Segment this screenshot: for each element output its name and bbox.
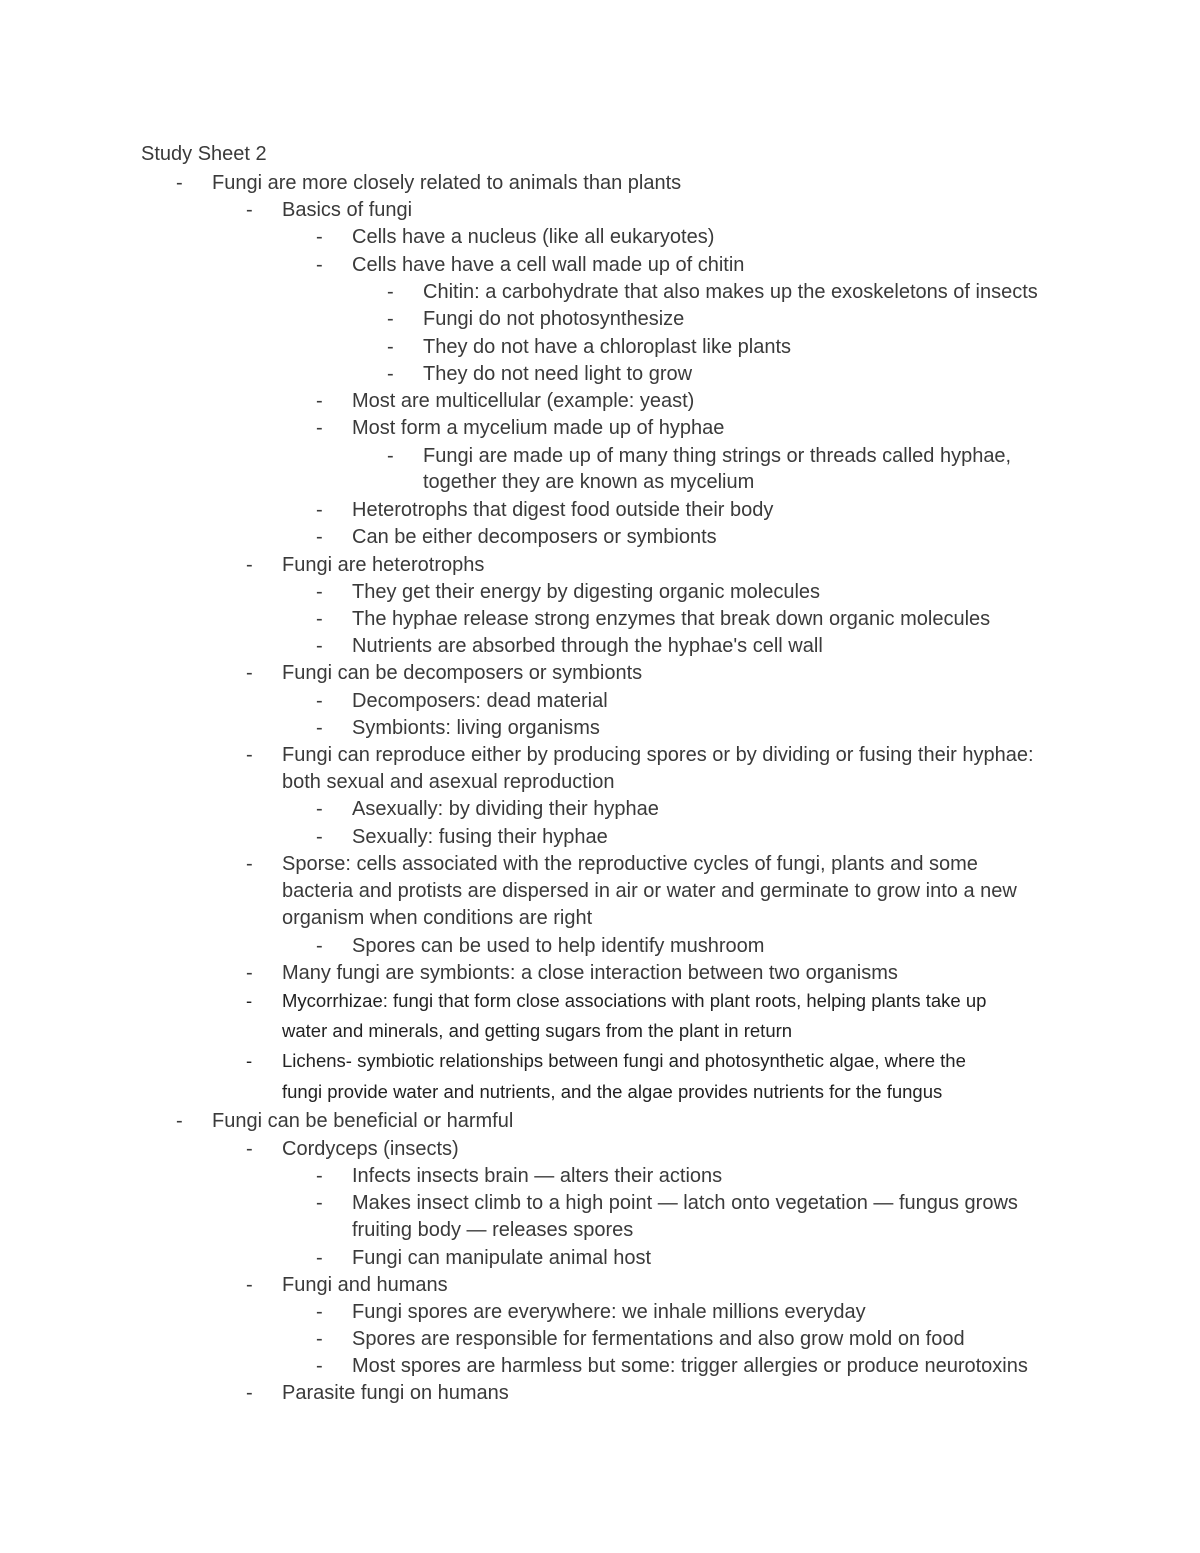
outline-text: Parasite fungi on humans — [282, 1382, 509, 1404]
bullet-dash: - — [316, 226, 323, 248]
outline-text: Fungi are heterotrophs — [282, 554, 485, 576]
outline-text: Many fungi are symbionts: a close interaction between two organisms — [282, 962, 898, 984]
bullet-dash: - — [316, 717, 323, 739]
outline-text: Fungi do not photosynthesize — [423, 308, 685, 330]
bullet-dash: - — [387, 336, 394, 358]
outline-text: Spores can be used to help identify mushroom — [352, 935, 765, 957]
bullet-dash: - — [246, 662, 253, 684]
bullet-dash: - — [316, 826, 323, 848]
outline-text: fungi provide water and nutrients, and the algae provides nutrients for the fungus — [282, 1081, 943, 1102]
outline-text: Fungi can be beneficial or harmful — [212, 1110, 514, 1132]
outline-text: Sporse: cells associated with the reproductive cycles of fungi, plants and some — [282, 853, 978, 875]
bullet-dash: - — [246, 1050, 253, 1071]
bullet-dash: - — [316, 1165, 323, 1187]
outline-text: They do not have a chloroplast like plants — [423, 336, 791, 358]
outline-text: Heterotrophs that digest food outside their body — [352, 499, 774, 521]
outline-text: Cordyceps (insects) — [282, 1138, 459, 1160]
page-title: Study Sheet 2 — [141, 143, 267, 165]
bullet-dash: - — [316, 935, 323, 957]
outline-text: Most are multicellular (example: yeast) — [352, 390, 695, 412]
bullet-dash: - — [316, 1328, 323, 1350]
bullet-dash: - — [246, 962, 253, 984]
bullet-dash: - — [316, 798, 323, 820]
outline-text: fruiting body — releases spores — [352, 1219, 634, 1241]
outline-text: Mycorrhizae: fungi that form close associations with plant roots, helping plants take up — [282, 990, 987, 1011]
outline-text: Fungi spores are everywhere: we inhale millions everyday — [352, 1301, 866, 1323]
outline-text: organism when conditions are right — [282, 907, 593, 929]
outline-text: Cells have a nucleus (like all eukaryotes) — [352, 226, 715, 248]
outline-text: Most spores are harmless but some: trigger allergies or produce neurotoxins — [352, 1355, 1028, 1377]
bullet-dash: - — [316, 690, 323, 712]
outline-text: Fungi and humans — [282, 1274, 448, 1296]
bullet-dash: - — [316, 417, 323, 439]
bullet-dash: - — [176, 172, 183, 194]
bullet-dash: - — [316, 526, 323, 548]
bullet-dash: - — [316, 254, 323, 276]
bullet-dash: - — [246, 554, 253, 576]
bullet-dash: - — [246, 744, 253, 766]
outline-text: Decomposers: dead material — [352, 690, 608, 712]
outline-text: together they are known as mycelium — [423, 471, 755, 493]
bullet-dash: - — [316, 1355, 323, 1377]
outline-text: They do not need light to grow — [423, 363, 693, 385]
bullet-dash: - — [387, 445, 394, 467]
outline-text: Symbionts: living organisms — [352, 717, 600, 739]
outline-text: Lichens- symbiotic relationships between fungi and photosynthetic algae, where the — [282, 1050, 966, 1071]
outline-text: They get their energy by digesting organic molecules — [352, 581, 821, 603]
bullet-dash: - — [387, 281, 394, 303]
bullet-dash: - — [316, 635, 323, 657]
outline-text: Chitin: a carbohydrate that also makes up the exoskeletons of insects — [423, 281, 1038, 303]
bullet-dash: - — [246, 199, 253, 221]
bullet-dash: - — [316, 390, 323, 412]
bullet-dash: - — [246, 1382, 253, 1404]
outline-text: Asexually: by dividing their hyphae — [352, 798, 659, 820]
bullet-dash: - — [316, 1192, 323, 1214]
outline-text: Fungi are made up of many thing strings or threads called hyphae, — [423, 445, 1012, 467]
bullet-dash: - — [316, 499, 323, 521]
bullet-dash: - — [246, 990, 253, 1011]
bullet-dash: - — [316, 1247, 323, 1269]
bullet-dash: - — [316, 581, 323, 603]
outline-text: bacteria and protists are dispersed in air or water and germinate to grow into a new — [282, 880, 1017, 902]
bullet-dash: - — [246, 853, 253, 875]
bullet-dash: - — [316, 1301, 323, 1323]
outline-text: Spores are responsible for fermentations and also grow mold on food — [352, 1328, 965, 1350]
outline-text: Fungi can reproduce either by producing spores or by dividing or fusing their hyphae: — [282, 744, 1034, 766]
outline-text: Basics of fungi — [282, 199, 413, 221]
outline-text: Makes insect climb to a high point — latch onto vegetation — fungus grows — [352, 1192, 1018, 1214]
outline-text: both sexual and asexual reproduction — [282, 771, 615, 793]
bullet-dash: - — [316, 608, 323, 630]
bullet-dash: - — [246, 1274, 253, 1296]
bullet-dash: - — [246, 1138, 253, 1160]
outline-text: Fungi can manipulate animal host — [352, 1247, 652, 1269]
bullet-dash: - — [387, 363, 394, 385]
bullet-dash: - — [387, 308, 394, 330]
outline-text: Nutrients are absorbed through the hyphae's cell wall — [352, 635, 823, 657]
outline-text: Most form a mycelium made up of hyphae — [352, 417, 725, 439]
outline-text: Fungi can be decomposers or symbionts — [282, 662, 643, 684]
outline-text: water and minerals, and getting sugars from the plant in return — [282, 1020, 793, 1041]
outline-text: Cells have have a cell wall made up of chitin — [352, 254, 745, 276]
bullet-dash: - — [176, 1110, 183, 1132]
outline-text: Fungi are more closely related to animals than plants — [212, 172, 682, 194]
outline-text: Can be either decomposers or symbionts — [352, 526, 717, 548]
outline-text: Sexually: fusing their hyphae — [352, 826, 608, 848]
outline-text: The hyphae release strong enzymes that break down organic molecules — [352, 608, 991, 630]
outline-text: Infects insects brain — alters their actions — [352, 1165, 723, 1187]
